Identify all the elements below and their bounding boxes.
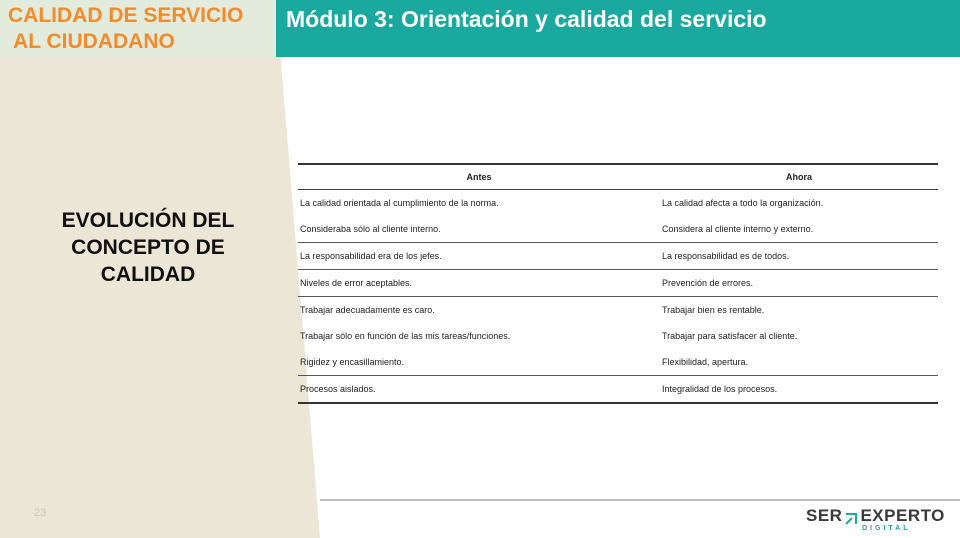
module-title: Módulo 3: Orientación y calidad del servicio (286, 6, 767, 32)
logo-part2: EXPERTO (860, 506, 945, 525)
module-header (276, 0, 960, 57)
table-row (298, 349, 938, 376)
footer-divider (320, 499, 960, 501)
cell-antes: Rigidez y encasillamiento. (298, 349, 660, 376)
table-row (298, 243, 938, 270)
course-title: CALIDAD DE SERVICIO AL CIUDADANO (8, 4, 244, 53)
cell-ahora: Integralidad de los procesos. (660, 376, 938, 404)
logo-wordmark (806, 506, 945, 526)
cell-ahora: Trabajar bien es rentable. (662, 305, 765, 315)
cell-antes: La responsabilidad era de los jefes. (298, 243, 660, 270)
table-row (298, 297, 938, 324)
table-row (298, 190, 938, 217)
section-title: EVOLUCIÓN DEL CONCEPTO DE CALIDAD (61, 209, 235, 286)
cell-ahora: Flexibilidad, apertura. (660, 349, 938, 376)
header-ahora: Ahora (660, 164, 938, 190)
cell-ahora: La responsabilidad es de todos. (660, 243, 938, 270)
course-title-box (0, 0, 276, 57)
table-row (298, 216, 938, 243)
cell-antes: Trabajar adecuadamente es caro. (300, 305, 435, 315)
cell-ahora: Prevención de errores. (660, 270, 938, 297)
table-row (298, 376, 938, 404)
table-row (298, 323, 938, 349)
table-header-row (298, 164, 938, 190)
header-antes: Antes (298, 164, 660, 190)
bracket-arrow-icon (845, 510, 857, 522)
cell-ahora: Trabajar para satisfacer al cliente. (662, 331, 798, 341)
page-number: 23 (34, 507, 47, 519)
brand-logo (806, 506, 946, 534)
cell-antes: Procesos aislados. (298, 376, 660, 404)
cell-antes: Consideraba sólo al cliente interno. (298, 216, 660, 243)
cell-antes: La calidad orientada al cumplimiento de la norma. (300, 198, 499, 208)
cell-ahora: La calidad afecta a todo la organización. (662, 198, 824, 208)
table-row (298, 270, 938, 297)
comparison-table (298, 163, 938, 404)
logo-part1: SER (806, 506, 843, 525)
cell-antes: Trabajar sólo en función de las mis tareas/funciones. (300, 331, 511, 341)
logo-subtitle: DIGITAL (862, 525, 911, 532)
cell-antes: Niveles de error aceptables. (298, 270, 660, 297)
cell-ahora: Considera al cliente interno y externo. (660, 216, 938, 243)
